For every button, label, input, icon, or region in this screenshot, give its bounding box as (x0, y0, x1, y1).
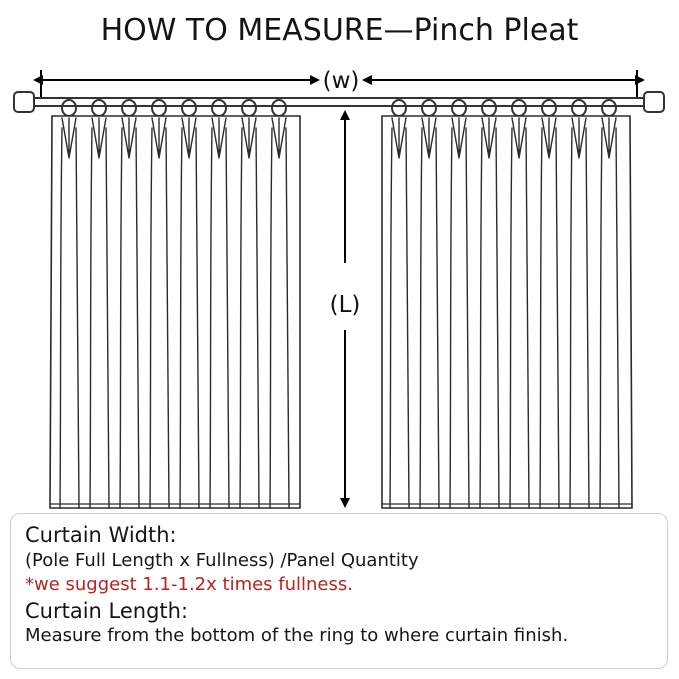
measurement-info-card (10, 513, 668, 669)
curtain-rod (14, 92, 664, 112)
page-title-bar (0, 0, 679, 60)
curtain-width-formula: (Pole Full Length x Fullness) /Panel Quantity (25, 549, 419, 571)
curtain-width-heading: Curtain Width: (25, 523, 177, 547)
width-label: (w) (322, 68, 360, 94)
page-title: HOW TO MEASURE—Pinch Pleat (100, 12, 579, 48)
curtain-length-heading: Curtain Length: (25, 598, 189, 623)
curtain-panel-right (382, 116, 632, 508)
curtain-length-description: Measure from the bottom of the ring to where curtain finish. (25, 625, 569, 647)
length-label: (L) (329, 292, 361, 318)
fullness-suggestion: *we suggest 1.1-1.2x times fullness. (25, 573, 353, 595)
curtain-panel-left (50, 116, 300, 508)
curtain-diagram (0, 58, 679, 510)
